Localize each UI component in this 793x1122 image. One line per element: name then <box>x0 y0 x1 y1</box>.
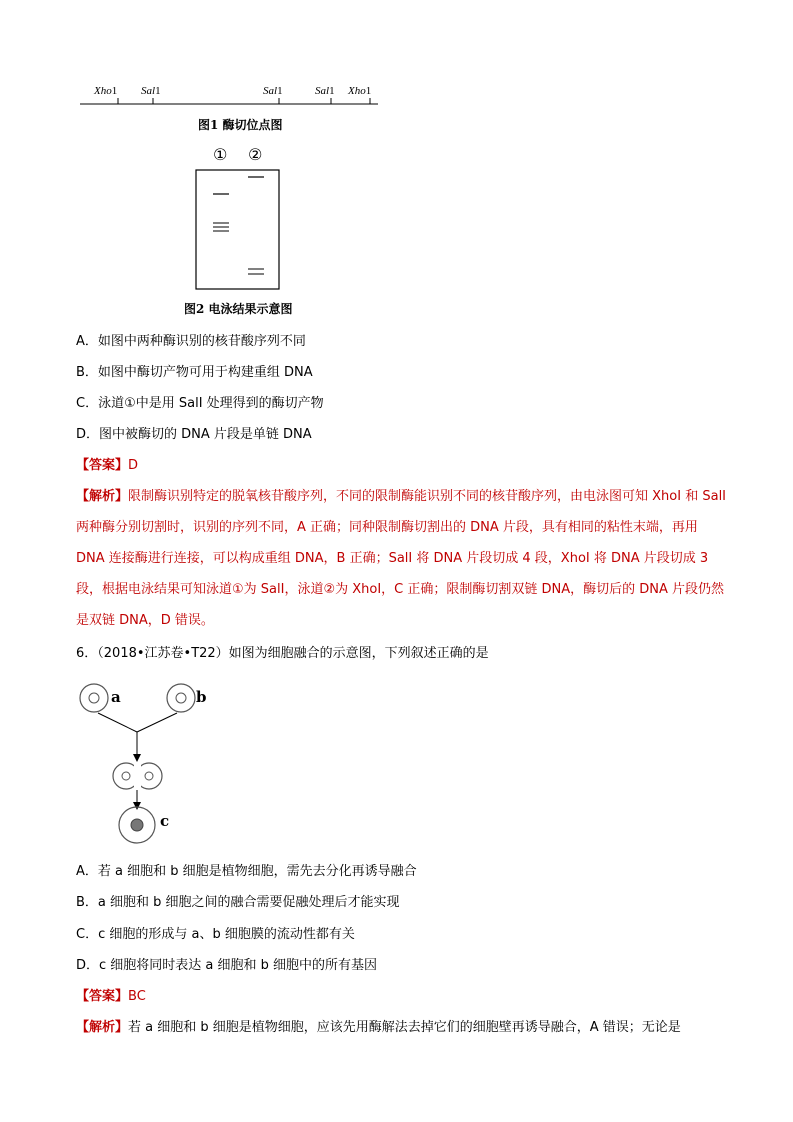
analysis-text: 限制酶识别特定的脱氧核苷酸序列，不同的限制酶能识别不同的核苷酸序列，由电泳图可知 XhoI 和 SalI 两种酶分别切割时，识别的序列不同，A 正确；同种限制酶切割出的 DNA 片段，具有相同的粘性末端，再用 DNA 连接酶进行连接，可以构成重组 DNA，B 正确；SalI 将 DNA 片段切成 4 段，XhoI 将 DNA 片段切成 3 段，根据电泳结果可知泳道①为 SalI，泳道②为 XhoI，C 正确；限制酶切割双链 DNA，酶切后的 DNA 片段仍然是双链 DNA，D 错误。 <box>76 489 727 628</box>
cell-b-icon <box>167 684 195 712</box>
lane-label-2: ② <box>248 145 263 164</box>
cell-c-label: c <box>160 812 170 830</box>
site-label-xhoi-2: Xho1 <box>348 85 372 97</box>
lane-label-1: ① <box>213 145 228 164</box>
restriction-map-line <box>0 0 793 120</box>
q6-stem: 6．（2018•江苏卷•T22）如图为细胞融合的示意图，下列叙述正确的是 <box>76 646 489 661</box>
site-label-sali-2: Sal1 <box>263 85 283 97</box>
cell-a-label: a <box>111 688 121 706</box>
q6-option-b: B．a 细胞和 b 细胞之间的融合需要促融处理后才能实现 <box>76 895 400 910</box>
gel-box <box>195 168 285 292</box>
q5-answer <box>76 456 138 476</box>
fig2-caption: 图2 电泳结果示意图 <box>184 302 293 316</box>
q5-option-a: A．如图中两种酶识别的核苷酸序列不同 <box>76 334 306 349</box>
site-label-sali-1: Sal1 <box>141 85 161 97</box>
analysis-label: 【解析】 <box>76 489 129 504</box>
answer-value: BC <box>128 989 146 1004</box>
site-label-xhoi-1: Xho1 <box>94 85 118 97</box>
answer-value: D <box>128 458 139 473</box>
q6-answer <box>76 987 146 1007</box>
analysis-label: 【解析】 <box>76 1020 129 1035</box>
fig1-caption: 图1 酶切位点图 <box>198 118 283 132</box>
answer-label: 【答案】 <box>76 989 129 1004</box>
cell-a-icon <box>80 684 108 712</box>
q6-option-d: D．c 细胞将同时表达 a 细胞和 b 细胞中的所有基因 <box>76 958 378 973</box>
answer-label: 【答案】 <box>76 458 129 473</box>
site-label-sali-3: Sal1 <box>315 85 335 97</box>
analysis-text: 若 a 细胞和 b 细胞是植物细胞，应该先用酶解法去掉它们的细胞壁再诱导融合，A 错误；无论是 <box>128 1020 681 1035</box>
q5-analysis <box>76 481 726 636</box>
q6-option-c: C．c 细胞的形成与 a、b 细胞膜的流动性都有关 <box>76 927 355 942</box>
q5-option-b: B．如图中酶切产物可用于构建重组 DNA <box>76 365 313 380</box>
q6-analysis <box>76 1018 681 1038</box>
cell-b-label: b <box>196 688 207 706</box>
q5-option-d: D．图中被酶切的 DNA 片段是单链 DNA <box>76 427 312 442</box>
q5-option-c: C．泳道①中是用 SalI 处理得到的酶切产物 <box>76 396 324 411</box>
q6-option-a: A．若 a 细胞和 b 细胞是植物细胞，需先去分化再诱导融合 <box>76 864 417 879</box>
